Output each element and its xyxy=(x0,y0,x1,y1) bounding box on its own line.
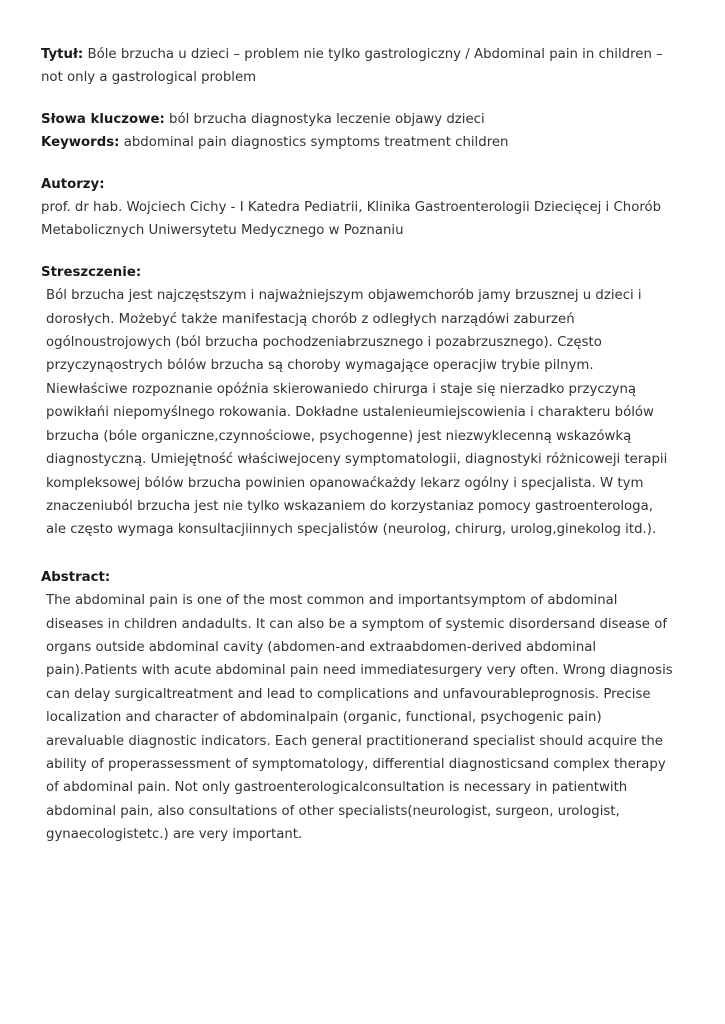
keywords-pl-row xyxy=(41,108,677,131)
authors-label: Autorzy: xyxy=(41,176,105,192)
abstract-label: Abstract: xyxy=(41,569,111,585)
title-row xyxy=(41,43,677,90)
summary-text: Ból brzucha jest najczęstszym i najważniejszym objawemchorób jamy brzusznej u dzieci i dorosłych. Możebyć także manifestacją chorób z odległych narządówi zaburzeń ogólnoustrojowych (ból brzucha pochodzeniabrzusznego i pozabrzusznego). Często przyczynąostrych bólów brzucha są choroby wymagające operacjiw trybie pilnym. Niewłaściwe rozpoznanie opóźnia skierowaniedo chirurga i staje się nierzadko przyczyną powikłańi niepomyślnego rokowania. Dokładne ustalenieumiejscowienia i charakteru bólów brzucha (bóle organiczne,czynnościowe, psychogenne) jest niezwyklecenną wskazówką diagnostyczną. Umiejętność właściwejoceny symptomatologii, diagnostyki różnicowejі terapii kompleksowej bólów brzucha powinien opanowaćkażdy lekarz ogólny i specjalista. W tym znaczeniuból brzucha jest nie tylko wskazaniem do korzystaniaz pomocy gastroenterologa, ale często wymaga konsultacjiinnych specjalistów (neurolog, chirurg, urolog,ginekolog itd.). xyxy=(46,288,668,538)
title-label: Tytuł: xyxy=(41,47,84,62)
abstract-text: The abdominal pain is one of the most common and importantsymptom of abdominal diseases in children andadults. It can also be a symptom of systemic disordersand disease of organs outside abdominal cavity (abdomen-and extraabdomen-derived abdominal pain).Patients with acute abdominal pain need immediatesurgery very often. Wrong diagnosis can delay surgicaltreatment and lead to complications and unfavourableprognosis. Precise localization and character of abdominalpain (organic, functional, psychogenic pain) arevaluable diagnostic indicators. Each general practitionerand specialist should acquire the ability of properassessment of symptomatology, differential diagnosticsand complex therapy of abdominal pain. Not only gastroenterologicalconsultation is necessary in patientwith abdominal pain, also consultations of other specialists(neurologist, surgeon, urologist, gynaecologistetc.) are very important. xyxy=(46,593,673,843)
keywords-en-label: Keywords: xyxy=(41,135,120,151)
document-page xyxy=(41,43,677,847)
keywords-en-row xyxy=(41,131,677,154)
keywords-pl-text: ból brzucha diagnostyka leczenie objawy dzieci xyxy=(169,111,485,127)
title-text: Bóle brzucha u dzieci – problem nie tylko gastrologiczny / Abdominal pain in children – not only a gastrological problem xyxy=(41,47,663,86)
abstract-block xyxy=(41,566,677,847)
keywords-en-text: abdominal pain diagnostics symptoms treatment children xyxy=(123,135,509,151)
summary-block xyxy=(41,261,677,542)
keywords-block xyxy=(41,108,677,155)
summary-label: Streszczenie: xyxy=(41,264,142,280)
keywords-pl-label: Słowa kluczowe: xyxy=(41,111,165,127)
authors-block xyxy=(41,173,677,243)
authors-text: prof. dr hab. Wojciech Cichy - I Katedra Pediatrii, Klinika Gastroenterologii Dziecięcej i Chorób Metabolicznych Uniwersytetu Medycznego w Poznaniu xyxy=(41,200,662,239)
